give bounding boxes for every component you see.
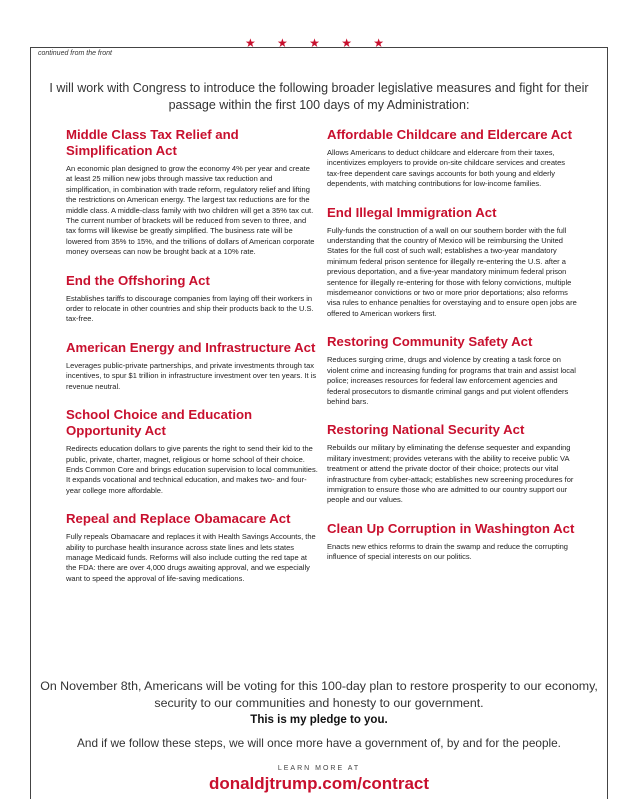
section-title: American Energy and Infrastructure Act — [66, 339, 316, 355]
intro-text: I will work with Congress to introduce the following broader legislative measures and fight for their passage within the first 100 days of my Administration: — [49, 81, 589, 112]
section-title: Affordable Childcare and Eldercare Act — [327, 127, 573, 142]
section-body: Establishes tariffs to discourage companies from laying off their workers in order to relocate in other countries and ship their products back to the U.S. tax-free. — [66, 293, 314, 324]
section-repeal-obamacare — [66, 511, 318, 584]
section-title: Restoring National Security Act — [327, 422, 525, 438]
right-column — [327, 127, 577, 578]
contract-url-link[interactable]: donaldjtrump.com/contract — [208, 774, 430, 793]
section-end-illegal-immigration — [327, 205, 577, 320]
section-body: Redirects education dollars to give parents the right to send their kid to the public, private, charter, magnet, religious or home school of their choice. Ends Common Core and brings education supervision to local communities. It expands vocational and technical education, and makes two- and four-year college more affordable. — [66, 444, 318, 495]
section-body: Rebuilds our military by eliminating the defense sequester and expanding military investment; provides veterans with the ability to receive public VA treatment or attend the private doctor of their choice; protects our vital infrastructure from cyber-attack; establishes new screening procedures for immigration to ensure those who are admitted to our country support our people and our values. — [327, 443, 574, 505]
section-energy-infrastructure — [66, 340, 318, 392]
section-title: Restoring Community Safety Act — [327, 334, 533, 350]
section-body: Leverages public-private partnerships, and private investments through tax incentives, to spur $1 trillion in infrastructure investment over ten years. It is revenue neutral. — [66, 360, 317, 391]
section-title: End Illegal Immigration Act — [327, 204, 497, 220]
section-title: School Choice and Education Opportunity Act — [66, 407, 253, 439]
section-clean-up-corruption — [327, 521, 577, 563]
stars-decoration: ★ ★ ★ ★ ★ — [244, 36, 394, 50]
section-title: Middle Class Tax Relief and Simplification Act — [66, 127, 239, 158]
section-title: Repeal and Replace Obamacare Act — [66, 511, 291, 527]
continued-note: continued from the front — [38, 50, 112, 57]
section-title: End the Offshoring Act — [66, 272, 210, 288]
section-body: Fully-funds the construction of a wall on our southern border with the full understanding that the country of Mexico will be reimbursing the United States for the full cost of such wall; establishes a two-year mandatory minimum federal prison sentence for illegally re-entering the U.S. after a previous deportation, and a five-year mandatory minimum federal prison sentence for illegally re-entering for those with felony convictions, multiple misdemeanor convictions or two or more prior deportations; also reforms visa rules to enhance penalties for overstaying and to ensure open jobs are offered to American workers first. — [327, 225, 577, 318]
closing-line: And if we follow these steps, we will once more have a government of, by and for the people. — [77, 736, 561, 750]
section-body: Allows Americans to deduct childcare and eldercare from their taxes, incentivizes employers to provide on-site childcare services and creates tax-free dependent care savings accounts for both young and elderly dependents, with matching contributions for low-income families. — [327, 148, 566, 189]
section-body: Enacts new ethics reforms to drain the swamp and reduce the corrupting influence of special interests on our politics. — [327, 541, 568, 562]
section-community-safety — [327, 334, 577, 407]
section-end-offshoring — [66, 273, 318, 325]
section-national-security — [327, 422, 577, 505]
section-body: Reduces surging crime, drugs and violence by creating a task force on violent crime and increasing funding for programs that train and assist local police; increases resources for federal law enforcement agencies and federal prosecutors to dismantle criminal gangs and put violent offenders behind bars. — [327, 355, 576, 406]
section-middle-class-tax-relief — [66, 127, 318, 258]
left-column — [66, 127, 318, 599]
section-school-choice — [66, 407, 318, 496]
section-body: Fully repeals Obamacare and replaces it with Health Savings Accounts, the ability to purchase health insurance across state lines and lets states manage Medicaid funds. Reforms will also include cutting the red tape at the FDA: there are over 4,000 drugs awaiting approval, and we especially want to speed the approval of life-saving medications. — [66, 532, 316, 583]
learn-more-label: LEARN MORE AT — [277, 765, 361, 772]
section-childcare-eldercare — [327, 127, 577, 190]
section-body: An economic plan designed to grow the economy 4% per year and create at least 25 million new jobs through massive tax reduction and simplification, in combination with trade reform, regulatory relief and lifting the restrictions on American energy. The largest tax reductions are for the middle class. A middle-class family with two children will get a 35% tax cut. The current number of brackets will be reduced from seven to three, and tax forms will likewise be greatly simplified. The business rate will be lowered from 35% to 15%, and the trillions of dollars of American corporate money overseas can now be brought back at a 10% rate. — [66, 164, 315, 257]
pledge-line: This is my pledge to you. — [250, 714, 388, 726]
section-title: Clean Up Corruption in Washington Act — [327, 520, 575, 536]
closing-statement: On November 8th, Americans will be voting for this 100-day plan to restore prosperity to our economy, security to our communities and honesty to our government. — [40, 679, 598, 710]
